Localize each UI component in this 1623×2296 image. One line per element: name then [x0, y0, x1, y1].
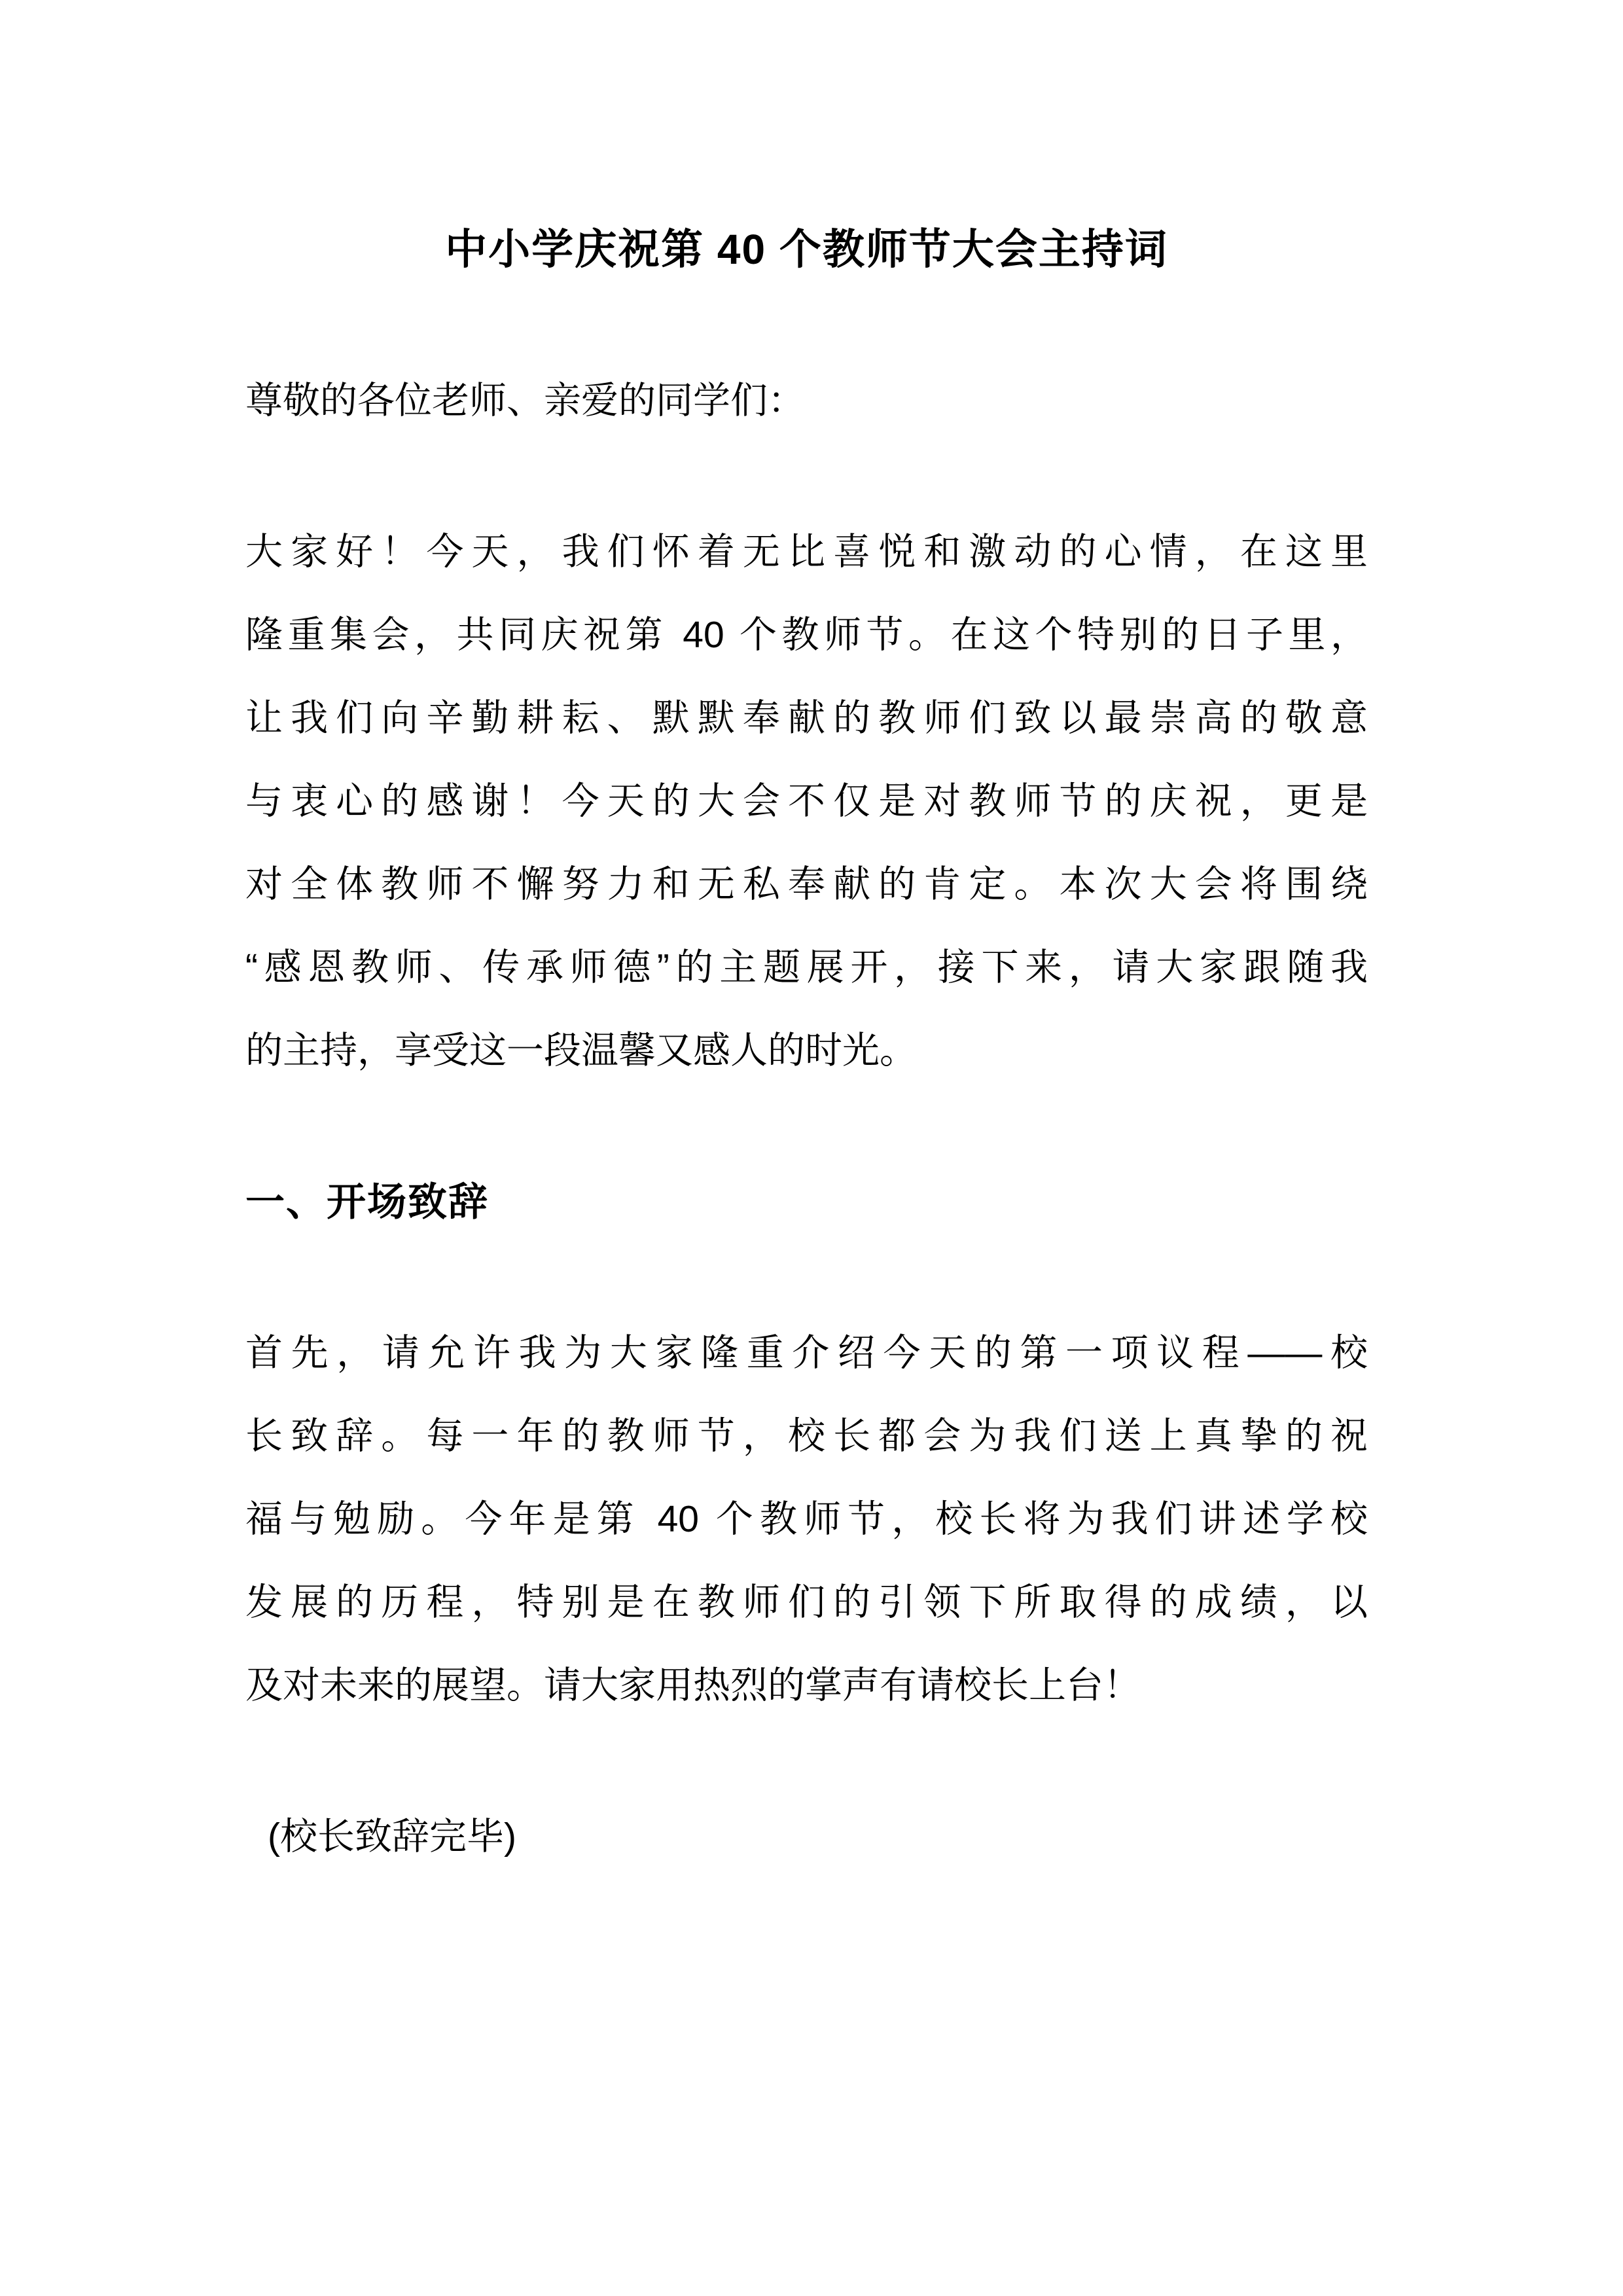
- document-title: 中小学庆祝第 40 个教师节大会主持词: [445, 226, 1168, 273]
- intro-paragraph-line-2: 隆重集会，共同庆祝第 40 个教师节。在这个特别的日子里，: [245, 614, 1368, 656]
- intro-paragraph-line-4: 与衷心的感谢！今天的大会不仅是对教师节的庆祝，更是: [245, 780, 1368, 822]
- intro-paragraph-line-6: “感恩教师、传承师德”的主题展开，接下来，请大家跟随我: [245, 946, 1368, 988]
- intro-paragraph: [245, 511, 1368, 1092]
- opening-address-line-4: 发展的历程，特别是在教师们的引领下所取得的成绩，以: [245, 1581, 1368, 1623]
- intro-paragraph-line-3: 让我们向辛勤耕耘、默默奉献的教师们致以最崇高的敬意: [245, 697, 1368, 739]
- opening-address-line-5: 及对未来的展望。请大家用热烈的掌声有请校长上台！: [245, 1664, 1141, 1706]
- section-heading-opening-address: 一、开场致辞: [245, 1180, 489, 1224]
- opening-address-line-2: 长致辞。每一年的教师节，校长都会为我们送上真挚的祝: [245, 1415, 1368, 1457]
- intro-paragraph-line-1: 大家好！今天，我们怀着无比喜悦和激动的心情，在这里: [245, 531, 1368, 573]
- intro-paragraph-line-7: 的主持，享受这一段温馨又感人的时光。: [245, 1030, 917, 1071]
- opening-address-line-1: 首先，请允许我为大家隆重介绍今天的第一项议程——校: [245, 1332, 1368, 1374]
- stage-note-principal-speech-finished: (校长致辞完毕): [268, 1816, 516, 1857]
- intro-paragraph-line-5: 对全体教师不懈努力和无私奉献的肯定。本次大会将围绕: [245, 863, 1368, 905]
- salutation-line: 尊敬的各位老师、亲爱的同学们：: [245, 380, 805, 422]
- opening-address-line-3: 福与勉励。今年是第 40 个教师节，校长将为我们讲述学校: [245, 1498, 1368, 1540]
- opening-address-paragraph: [245, 1312, 1368, 1727]
